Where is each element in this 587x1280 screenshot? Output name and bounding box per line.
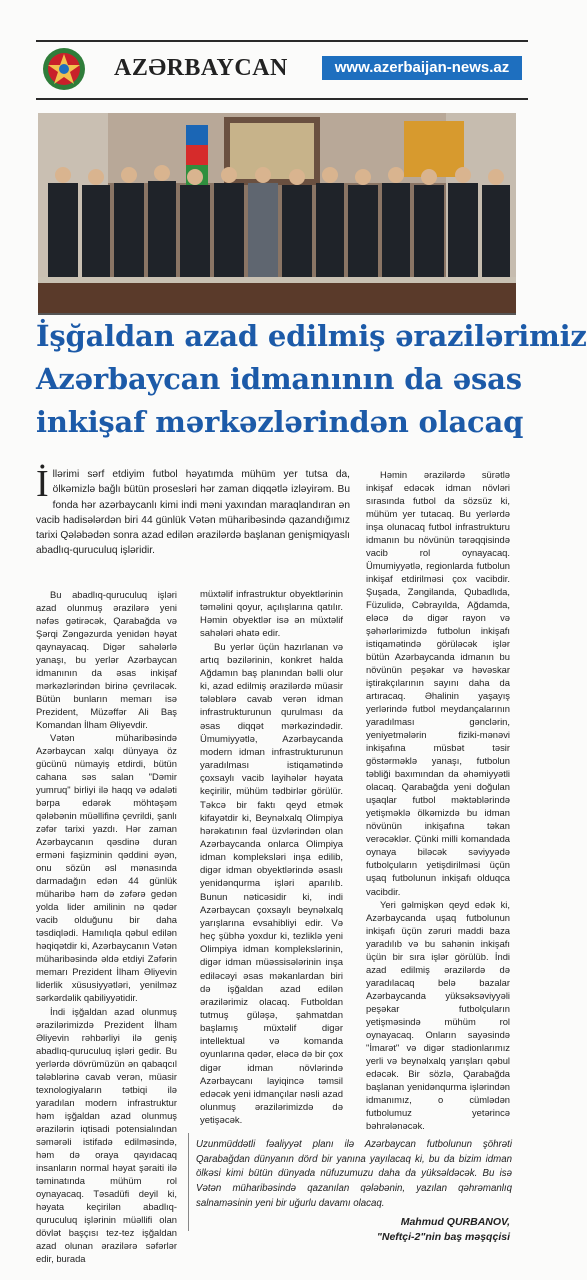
author-name: Mahmud QURBANOV, <box>400 1216 510 1228</box>
column-3-paragraph: Həmin ərazilərdə sürətlə inkişaf edəcək idman növləri sırasında futbol da sözsüz ki, mühüm yer tutacaq. Bu yerlərdə inşa olunacaq futbol infrastrukturu idmanın bu növünün tərəqqisində vacib rol oynayacaq. Ümumiyyətlə, regionlarda futbolun inkişaf etdirilməsi çox vacibdir. Şuşada, Zəngilanda, Qubadlıda, Füzulidə, Cəbrayılda, Ağdamda, eləcə də digər rayon və şəhərlərimizdə futbolun inkişafı istiqamətində görüləcək işlər bütün Azərbaycanda idmanın bu növünün peşəkar və həvəskar iştirakçılarının sayını daha da artıracaq. Əhalinin yaşayış yerlərində futbol meydançalarının yaradılması gənclərin, yeniyetmələrin fiziki-mənəvi inkişafına müsbət təsir göstərməklə yanaşı, futbolun təbliği baxımından da əhəmiyyətli olacaq. Qarabağda yeni doğulan uşaqlar futbol məktəblərində yetişməklə ölkəmizdə bu idman növünün inkişafına təkan verəcəklər. Çünki milli komandada oynaya biləcək səviyyədə futbolçuların yetişdirilməsi üçün uşaq futbolunun inkişafı olduqca vacibdir. <box>366 469 510 897</box>
drop-cap: İ <box>36 463 49 505</box>
newspaper-name: AZƏRBAYCAN <box>114 55 288 81</box>
masthead-top-rule <box>36 40 528 42</box>
column-3-paragraph: Yeri gəlmişkən qeyd edək ki, Azərbaycanda uşaq futbolunun inkişafı üçün zəruri maddi baza yaradılıb və bu sahənin inkişafı üçün bir sıra işlər görülüb. İndi azad edilmiş ərazilərdə də yaradılacaq belə bazalar Azərbaycanda yüksəksəviyyəli peşəkar futbolçuların yetişməsində mühüm rol oynayacaq. Onların sayəsində "İmarət" və digər stadionlarımız yerli və beynəlxalq yarışları qəbul edəcək. Bir sözlə, Qarabağda başlanan yenidənqurma işlərindən idmanımız, o cümlədən futbolumuz yetərincə bəhrələnəcək. <box>366 898 510 1131</box>
masthead-bottom-rule <box>36 98 528 100</box>
column-2-paragraph: Bu yerlər üçün hazırlanan və artıq bəzilərinin, konkret halda Ağdamın baş planından bəlli olur ki, azad edilmiş ərazilərdə müasir tələblərə cavab verən idman infrastrukturunun qurulması da əsas diqqət mərkəzindədir. Ümumiyyətlə, Azərbaycanda modern idman infrastrukturunun yaradılması istiqamətində çoxsaylı vacib layihələr həyata keçirilir, mühüm tədbirlər görülür. Təkcə bir faktı qeyd etmək kifayətdir ki, Beynəlxalq Olimpiya hərəkatının fəal üzvlərindən olan Azərbaycanda onlarca Olimpiya idman kompleksləri inşa edilib, digər idman obyektlərində əsaslı yenidənqurma işləri aparılıb. Bunun nəticəsidir ki, indi Azərbaycan çoxsaylı beynəlxalq yarışlarına evsahibliyi edir. Və heç şübhə yoxdur ki, tezliklə yeni Olimpiya idman komplekslərinin, digər idman müəssisələrinin inşa ediləcəyi əsas məkanlardan biri də işğaldan azad edilən ərazilərimiz olacaq. Futboldan tutmuş güləşə, şahmatdan başlamış müxtəlif digər intellektual və komanda oyunlarına qədər, eləcə də bir çox digər idman növlərində Azərbaycanı layiqincə təmsil edəcək yeni idmançılar nəsli azad olunmuş ərazilərimizdə də yetişəcək. <box>200 641 343 1127</box>
headline-line-2: Azərbaycan idmanının da əsas <box>36 362 522 396</box>
headline-line-3: inkişaf mərkəzlərindən olacaq <box>36 405 524 439</box>
group-photo-illustration <box>38 113 516 313</box>
column-1-paragraph: İndi işğaldan azad olunmuş ərazilərimizdə Prezident İlham Əliyevin rəhbərliyi ilə geniş abadlıq-quruculuq işləri gedir. Bu yerlərdə dövrümüzün ən qabaqcıl tələblərinə cavab verən, müasir texnologiyaların tətbiqi ilə yaradılan modern infrastruktur həm işğaldan azad olunmuş ərazilərin iqtisadi potensialından səmərəli istifadə edilməsində, həm də oraya qayıdacaq insanların normal həyat şəraiti ilə təminatında mühüm rol oynayacaq. Təsadüfi deyil ki, həyata keçirilən abadlıq-quruculuq işlərinin müəllifi olan dövlət başçısı tez-tez işğaldan azad olunan ərazilərə səfərlər edir, burada <box>36 1005 177 1264</box>
article-lead <box>36 463 350 559</box>
author-signature <box>377 1215 510 1245</box>
column-1 <box>36 588 177 1265</box>
closing-paragraph: Uzunmüddətli fəaliyyət planı ilə Azərbaycan futbolunun şöhrəti Qarabağdan dünyanın dörd bir yanına yayılacaq ki, bu da bizim idman ölkəsi kimi bütün dünyada nüfuzumuzu daha da yüksəldəcək. Bu isə Vətən müharibəsində qazanılan qələbənin, yazılan qəhrəmanlıq salnaməsinin yeni bir uğurlu davamı olacaq. <box>196 1139 512 1209</box>
headline-line-1: İşğaldan azad edilmiş ərazilərimiz <box>36 319 587 353</box>
article-headline <box>36 315 587 444</box>
column-2 <box>200 588 343 1127</box>
group-photo-image <box>38 113 516 313</box>
column-divider <box>188 1133 189 1231</box>
lead-text: llərimi sərf etdiyim futbol həyatımda mühüm yer tutsa da, ölkəmizlə bağlı bütün prosesləri hər zaman diqqətlə izləyirəm. Bu fonda hər azərbaycanlı kimi indi məni yaxından maraqlandıran ən vacib hadisələrdən biri 44 günlük Vətən müharibəsində qazandığımız tarixi Qələbədən sonra azad edilən ərazilərdə başlanan genişmiqyaslı abadlıq-quruculuq işləridir. <box>36 469 350 557</box>
column-1-paragraph: Vətən müharibəsində Azərbaycan xalqı dünyaya öz gücünü nümayiş etdirdi, bütün cahana səs salan "Dəmir yumruq" birliyi ilə haqq və ədaləti bərpa edərək möhtəşəm qələbənin müəllifinə çevrildi, şanlı zəfər tarixi yazdı. Hər zaman Azərbaycanın qəsdinə duran erməni faşizminin qəddini əyən, onu sözün əsl mənasında darmadağın edən 44 günlük müharibə həm də zəfərə gedən yolda lider amilinin nə qədər vacib olduğunu bir daha təsdiqlədi. Hamılıqla qəbul edilən həqiqətdir ki, Azərbaycanın Vətən müharibəsində əldə etdiyi Zəfərin memarı Prezident İlham Əliyevin liderlik xüsusiyyətləri, yenilməz sərkərdəlik qabiliyyətidir. <box>36 732 177 1004</box>
column-1-paragraph: Bu abadlıq-quruculuq işləri azad olunmuş ərazilərə yeni nəfəs gətirəcək, Qarabağda və Şərqi Zəngəzurda yenidən həyat qaynayacaq. Digər sahələrlə yanaşı, bu yerlər Azərbaycan idmanının da əsas inkişaf mərkəzlərindən birinə çevriləcək. Bütün bunların memarı isə Prezident, Müzəffər Ali Baş Komandan İlham Əliyevdir. <box>36 589 177 731</box>
website-link[interactable]: www.azerbaijan-news.az <box>322 56 522 80</box>
column-2-paragraph: müxtəlif infrastruktur obyektlərinin təməlini qoyur, açılışlarına qatılır. Həmin obyektlər isə ən müxtəlif sahələri əhatə edir. <box>200 589 343 640</box>
column-3-top <box>366 468 510 1132</box>
state-emblem-icon <box>40 46 88 92</box>
author-title: "Neftçi-2"nin baş məşqçisi <box>376 1231 510 1243</box>
